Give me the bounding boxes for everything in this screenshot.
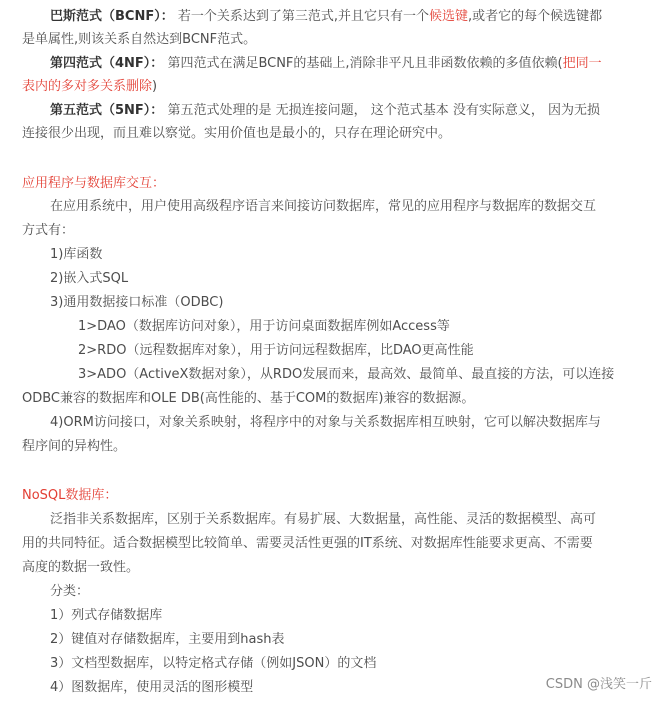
nosql-category-label: 分类： <box>50 584 90 599</box>
fourth-nf-line-2 <box>22 78 157 96</box>
fourth-nf-highlight-1: 把同一 <box>562 56 602 71</box>
nosql-heading: NoSQL数据库： <box>22 488 118 503</box>
nosql-category-item: 1）列式存储数据库 <box>50 608 163 623</box>
app-db-sub-item: 3>ADO（ActiveX数据对象），从RDO发展而来，最高效、最简单、最直接的方法，可以连接 <box>78 367 615 382</box>
app-db-orm-2: 程序间的异构性。 <box>22 439 127 454</box>
nosql-desc-2: 用的共同特征。适合数据模型比较简单、需要灵活性更强的IT系统、对数据库性能要求更高、不需要 <box>22 536 593 551</box>
bcnf-text-after: ,或者它的每个候选键都 <box>468 9 603 24</box>
nosql-category-item: 3）文档型数据库，以特定格式存储（例如JSON）的文档 <box>50 656 377 671</box>
app-db-ado-cont: ODBC兼容的数据库和OLE DB(高性能的、基于COM的数据库)兼容的数据源。 <box>22 391 475 406</box>
app-db-item: 1)库函数 <box>50 247 103 262</box>
nosql-desc-3: 高度的数据一致性。 <box>22 560 140 575</box>
nosql-category-item: 2）键值对存储数据库，主要用到hash表 <box>50 632 285 647</box>
app-db-item: 3)通用数据接口标准（ODBC) <box>50 295 224 310</box>
app-db-item: 2)嵌入式SQL <box>50 271 129 286</box>
fourth-nf-title: 第四范式（4NF）： <box>50 56 164 71</box>
app-db-heading: 应用程序与数据库交互： <box>22 176 166 191</box>
bcnf-text-before: 若一个关系达到了第三范式,并且它只有一个 <box>173 9 429 24</box>
fifth-nf-line-1 <box>50 102 600 120</box>
bcnf-title: 巴斯范式（BCNF）： <box>50 9 174 24</box>
bcnf-line-2: 是单属性,则该关系自然达到BCNF范式。 <box>22 32 257 47</box>
fifth-nf-line-2: 连接很少出现，而且难以察觉。实用价值也是最小的，只存在理论研究中。 <box>22 126 452 141</box>
fourth-nf-text: 第四范式在满足BCNF的基础上,消除非平凡且非函数依赖的多值依赖( <box>163 56 563 71</box>
app-db-intro-1: 在应用系统中，用户使用高级程序语言来间接访问数据库，常见的应用程序与数据库的数据交互 <box>50 199 597 214</box>
fifth-nf-title: 第五范式（5NF）： <box>50 103 164 118</box>
fourth-nf-text-after: ) <box>152 79 158 94</box>
app-db-intro-2: 方式有： <box>22 223 75 238</box>
fourth-nf-line-1 <box>50 55 602 73</box>
app-db-sub-item: 2>RDO（远程数据库对象），用于访问远程数据库，比DAO更高性能 <box>78 343 474 358</box>
app-db-sub-item: 1>DAO（数据库访问对象），用于访问桌面数据库例如Access等 <box>78 319 450 334</box>
csdn-watermark: CSDN @浅笑一斤 <box>545 677 652 692</box>
app-db-orm-1: 4)ORM访问接口，对象关系映射，将程序中的对象与关系数据库相互映射，它可以解决数据库与 <box>50 415 601 430</box>
bcnf-highlight: 候选键 <box>428 9 468 24</box>
bcnf-line-1 <box>50 8 602 26</box>
nosql-desc-1: 泛指非关系数据库，区别于关系数据库。有易扩展、大数据量，高性能、灵活的数据模型、高可 <box>50 512 597 527</box>
nosql-category-item: 4）图数据库，使用灵活的图形模型 <box>50 680 254 695</box>
fourth-nf-highlight-2: 表内的多对多关系删除 <box>22 79 153 94</box>
fifth-nf-text: 第五范式处理的是 无损连接问题， 这个范式基本 没有实际意义， 因为无损 <box>163 103 600 118</box>
